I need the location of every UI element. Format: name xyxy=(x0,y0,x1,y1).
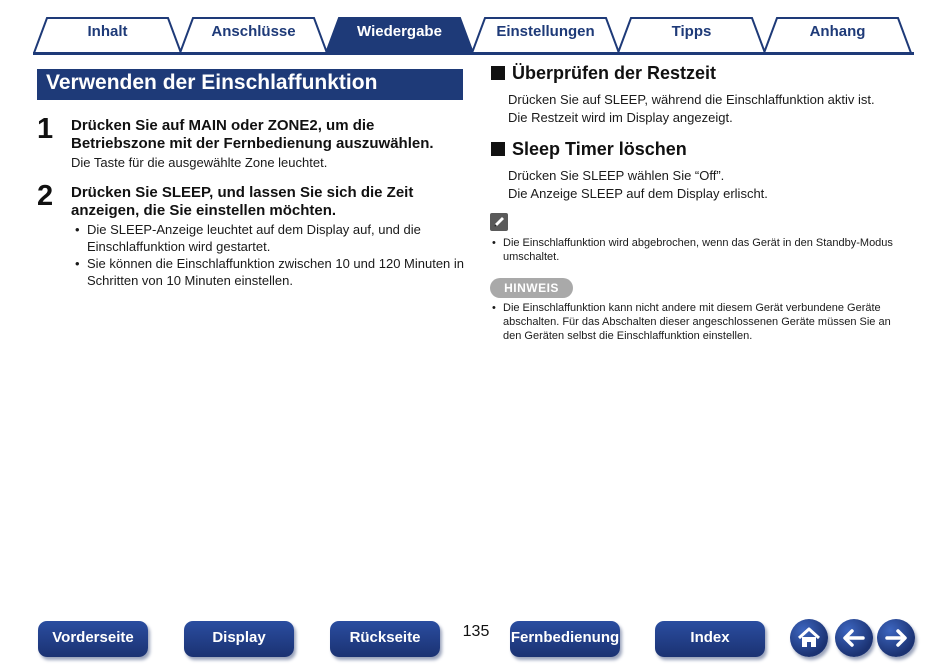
step-heading: Drücken Sie auf MAIN oder ZONE2, um die Betriebszone mit der Fernbedienung auszuwählen. xyxy=(71,117,434,152)
tab-label: Einstellungen xyxy=(496,23,595,40)
list-item: • Die SLEEP-Anzeige leuchtet auf dem Display auf, und die Einschlaffunktion wird gestartet. xyxy=(73,221,468,255)
tab-tipps[interactable] xyxy=(617,17,766,53)
tab-label: Anhang xyxy=(809,23,866,40)
page-number: 135 xyxy=(462,623,490,640)
home-button[interactable] xyxy=(790,619,828,657)
heading-sleep-timer-clear xyxy=(491,139,687,160)
square-bullet-icon xyxy=(491,66,505,80)
rueckseite-button[interactable]: Rückseite xyxy=(330,621,440,657)
note-list xyxy=(490,236,910,264)
vorderseite-button[interactable]: Vorderseite xyxy=(38,621,148,657)
heading-text: Überprüfen der Restzeit xyxy=(512,63,717,83)
hinweis-item: • Die Einschlaffunktion kann nicht andere mit diesem Gerät verbundene Geräte abschalten. Für das Abschalten dieser angeschlossenen Geräte müssen Sie an den Geräten selbst die Einschlaffunktion einstellen. xyxy=(490,301,910,343)
heading-text: Sleep Timer löschen xyxy=(512,139,687,159)
back-button[interactable] xyxy=(835,619,873,657)
tab-anschluesse[interactable] xyxy=(179,17,328,53)
arrow-left-icon xyxy=(835,619,873,657)
tab-inhalt[interactable] xyxy=(33,17,182,53)
tab-label: Anschlüsse xyxy=(211,23,296,40)
section-title: Verwenden der Einschlaffunktion xyxy=(37,69,463,100)
tab-bar xyxy=(33,17,914,55)
arrow-right-icon xyxy=(877,619,915,657)
step-number: 1 xyxy=(37,113,54,145)
heading-check-remaining xyxy=(491,63,716,84)
tab-einstellungen[interactable] xyxy=(471,17,620,53)
tab-anhang[interactable] xyxy=(763,17,912,53)
pencil-note-icon xyxy=(490,213,508,231)
hinweis-badge: HINWEIS xyxy=(490,278,573,298)
tab-wiedergabe[interactable] xyxy=(325,17,474,53)
tab-baseline xyxy=(33,52,914,55)
index-button[interactable]: Index xyxy=(655,621,765,657)
hinweis-list xyxy=(490,301,910,343)
fernbedienung-button[interactable]: Fernbedienung xyxy=(510,621,620,657)
tab-label: Inhalt xyxy=(87,23,128,40)
home-icon xyxy=(790,619,828,657)
display-button[interactable]: Display xyxy=(184,621,294,657)
note-item: • Die Einschlaffunktion wird abgebrochen, wenn das Gerät in den Standby-Modus umschaltet. xyxy=(490,236,910,264)
cancel-text-1: Drücken Sie SLEEP wählen Sie “Off”. xyxy=(508,168,725,183)
step-heading: Drücken Sie SLEEP, und lassen Sie sich die Zeit anzeigen, die Sie einstellen möchten. xyxy=(71,184,414,219)
step-text: Die Taste für die ausgewählte Zone leuchtet. xyxy=(71,155,328,170)
forward-button[interactable] xyxy=(877,619,915,657)
tab-label: Tipps xyxy=(671,23,712,40)
check-text-1: Drücken Sie auf SLEEP, während die Einschlaffunktion aktiv ist. xyxy=(508,92,875,107)
step-number: 2 xyxy=(37,180,54,212)
check-text-2: Die Restzeit wird im Display angezeigt. xyxy=(508,110,733,125)
cancel-text-2: Die Anzeige SLEEP auf dem Display erlischt. xyxy=(508,186,768,201)
list-item: • Sie können die Einschlaffunktion zwischen 10 und 120 Minuten in Schritten von 10 Minuten einstellen. xyxy=(73,255,468,289)
tab-label: Wiedergabe xyxy=(357,23,442,40)
square-bullet-icon xyxy=(491,142,505,156)
step-bullets xyxy=(73,221,468,289)
